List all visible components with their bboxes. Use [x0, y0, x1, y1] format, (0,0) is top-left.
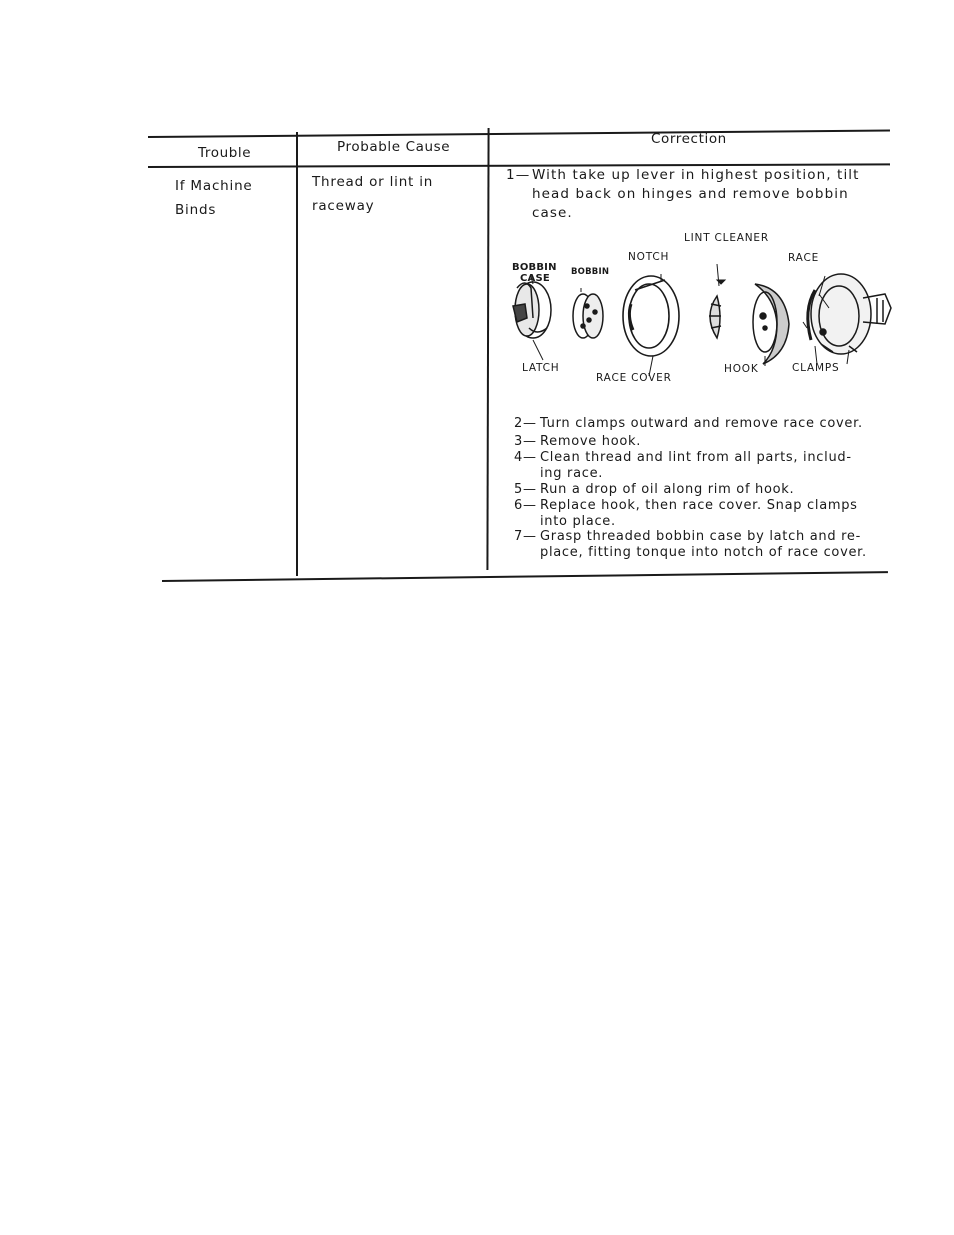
correction-step-1: 1— With take up lever in highest position, tilt head back on hinges and remove bobbin case.: [506, 167, 860, 221]
correction-step-6: 6— Replace hook, then race cover. Snap clamps into place.: [514, 498, 858, 529]
correction-step-5: 5— Run a drop of oil along rim of hook.: [514, 482, 795, 497]
label-race-cover: RACE COVER: [596, 372, 672, 384]
troubleshooting-table: [148, 118, 890, 582]
lint-cleaner-drawing: [709, 296, 721, 338]
label-race: RACE: [788, 252, 820, 264]
column-divider-2: [486, 128, 489, 570]
label-clamps: CLAMPS: [792, 362, 840, 374]
label-notch: NOTCH: [628, 251, 670, 263]
bobbin-case-drawing: [513, 282, 551, 338]
race-drawing: [808, 274, 891, 354]
label-latch: LATCH: [522, 362, 560, 374]
label-lint-cleaner: LINT CLEANER: [684, 232, 769, 244]
correction-step-2: 2— Turn clamps outward and remove race cover.: [514, 416, 863, 431]
trouble-line-2: Binds: [175, 202, 217, 218]
correction-step-3: 3— Remove hook.: [514, 434, 642, 449]
table-top-rule: [148, 130, 890, 138]
label-hook: HOOK: [724, 363, 759, 375]
trouble-line-1: If Machine: [175, 178, 253, 194]
bobbin-drawing: [573, 294, 603, 338]
correction-step-7: 7— Grasp threaded bobbin case by latch and re- place, fitting tonque into notch of race cover.: [514, 529, 867, 560]
header-probable-cause: Probable Cause: [337, 139, 451, 155]
label-bobbin-case-2: CASE: [520, 273, 550, 284]
cause-line-2: raceway: [312, 198, 375, 214]
correction-step-4: 4— Clean thread and lint from all parts, includ- ing race.: [514, 450, 852, 481]
column-divider-1: [296, 132, 298, 576]
hook-drawing: [753, 284, 789, 364]
race-cover-drawing: [623, 276, 679, 356]
header-trouble: Trouble: [198, 145, 252, 161]
hook-assembly-illustration: [503, 228, 893, 408]
cause-line-1: Thread or lint in: [312, 174, 434, 190]
label-bobbin: BOBBIN: [571, 267, 610, 277]
label-leader-lines: [531, 264, 849, 376]
header-correction: Correction: [651, 131, 727, 147]
table-bottom-rule: [162, 571, 888, 581]
label-bobbin-case-1: BOBBIN: [512, 262, 557, 273]
